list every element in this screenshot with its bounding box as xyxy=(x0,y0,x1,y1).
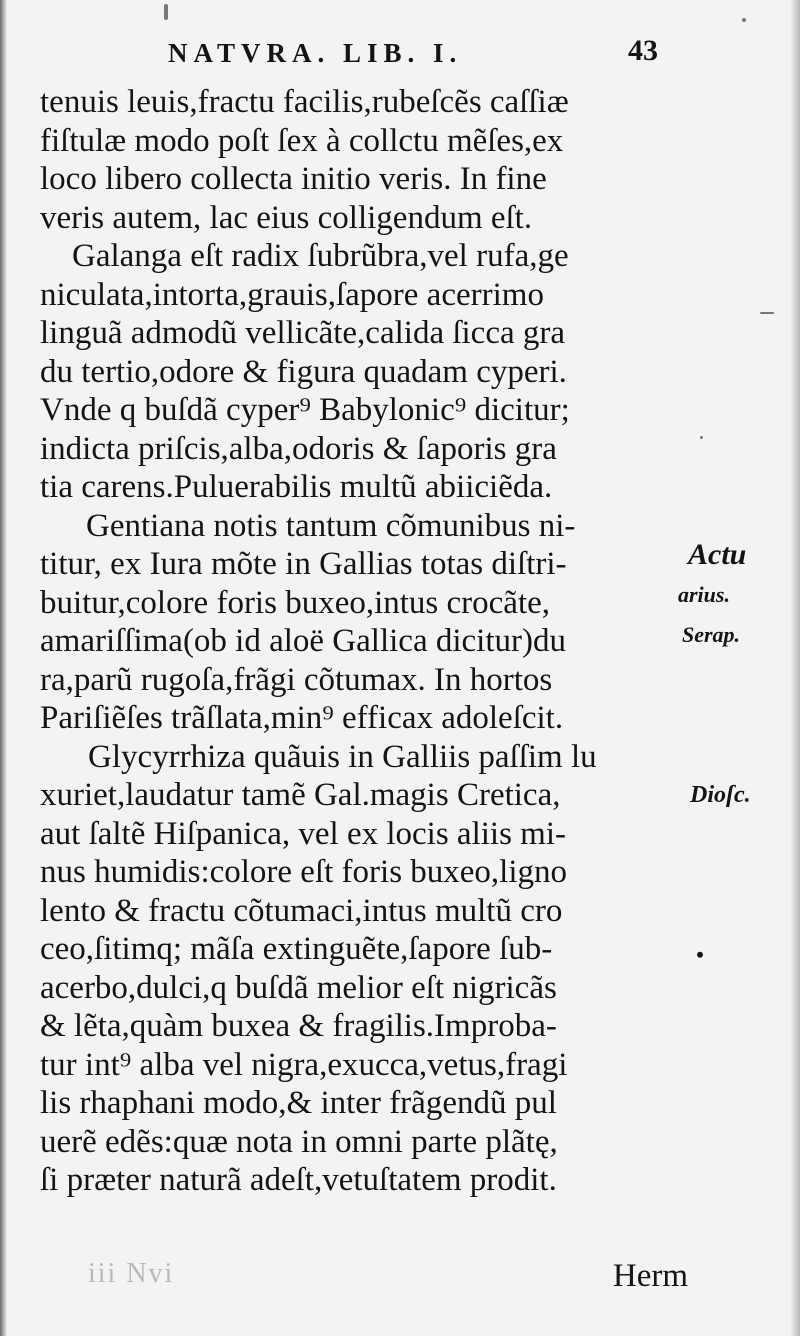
text-line: Galanga eſt radix ſubrũbra,vel rufa,ge xyxy=(72,238,569,274)
running-header xyxy=(168,34,658,78)
margin-note-dioscorides: Dioſc. xyxy=(690,782,751,808)
text-line: ceo,ſitimq; mãſa extinguẽte,ſapore ſub- xyxy=(40,931,553,967)
text-line: acerbo,dulci,q buſdã melior eſt nigricãs xyxy=(40,969,557,1006)
text-line: uerẽ edẽs:quæ nota in omni parte plãtę, xyxy=(40,1123,558,1160)
folio-number: 43 xyxy=(628,34,658,67)
text-line: indicta priſcis,alba,odoris & ſaporis gra xyxy=(40,430,557,467)
margin-note-serapion: Serap. xyxy=(682,622,741,647)
text-line: niculata,intorta,grauis,ſapore acerrimo xyxy=(40,276,544,313)
text-line: ſi præter naturã adeſt,vetuſtatem prodit. xyxy=(40,1162,557,1198)
text-line: veris autem, lac eius colligendum eſt. xyxy=(40,199,533,236)
text-line: lento & fractu cõtumaci,intus multũ cro xyxy=(40,892,563,929)
margin-note-actuarius-cont: arius. xyxy=(678,582,730,607)
text-line: Gentiana notis tantum cõmunibus ni- xyxy=(86,507,576,544)
text-line: loco libero collecta initio veris. In fine xyxy=(40,161,547,197)
text-line: xuriet,laudatur tamẽ Gal.magis Cretica, xyxy=(40,777,561,813)
text-line: tenuis leuis,fractu facilis,rubeſcẽs caſſiæ xyxy=(40,84,569,120)
text-line: fiſtulæ modo poſt ſex à collctu mẽſes,ex xyxy=(40,122,564,159)
text-line: linguã admodũ vellicãte,calida ſicca gra xyxy=(40,315,566,351)
ink-speck xyxy=(164,4,168,20)
text-line: tia carens.Puluerabilis multũ abiiciẽda. xyxy=(40,469,553,505)
text-line: aut ſaltẽ Hiſpanica, vel ex locis aliis mi- xyxy=(40,815,567,852)
text-line: Vnde q buſdã cyper⁹ Babylonic⁹ dicitur; xyxy=(40,392,570,428)
body-text xyxy=(40,83,660,1200)
text-line: lis rhaphani modo,& inter frãgendũ pul xyxy=(40,1085,557,1121)
text-line: buitur,colore foris buxeo,intus crocãte, xyxy=(40,584,551,621)
text-line: Glycyrrhiza quãuis in Galliis paſſim lu xyxy=(88,738,597,775)
text-line: & lẽta,quàm buxea & fragilis.Improba- xyxy=(40,1008,557,1044)
text-line: du tertio,odore & figura quadam cyperi. xyxy=(40,353,567,390)
margin-notes xyxy=(672,0,792,1336)
text-line: amariſſima(ob id aloë Gallica dicitur)du xyxy=(40,623,566,659)
margin-note-actuarius: Actu xyxy=(688,538,747,571)
margin-bullet: • xyxy=(696,942,704,967)
catchword: Herm xyxy=(612,1258,688,1294)
text-line: titur, ex Iura mõte in Gallias totas diſtri- xyxy=(40,546,567,582)
signature-mark: iii Nvi xyxy=(88,1258,175,1289)
page-footer xyxy=(88,1258,688,1298)
text-line: nus humidis:colore eſt foris buxeo,ligno xyxy=(40,854,568,890)
text-line: tur int⁹ alba vel nigra,exucca,vetus,fragi xyxy=(40,1046,568,1083)
text-line: ra,parũ rugoſa,frãgi cõtumax. In hortos xyxy=(40,661,553,698)
text-line: Pariſiẽſes trãſlata,min⁹ efficax adoleſcit. xyxy=(40,700,564,736)
running-title: NATVRA. LIB. I. xyxy=(168,38,463,68)
